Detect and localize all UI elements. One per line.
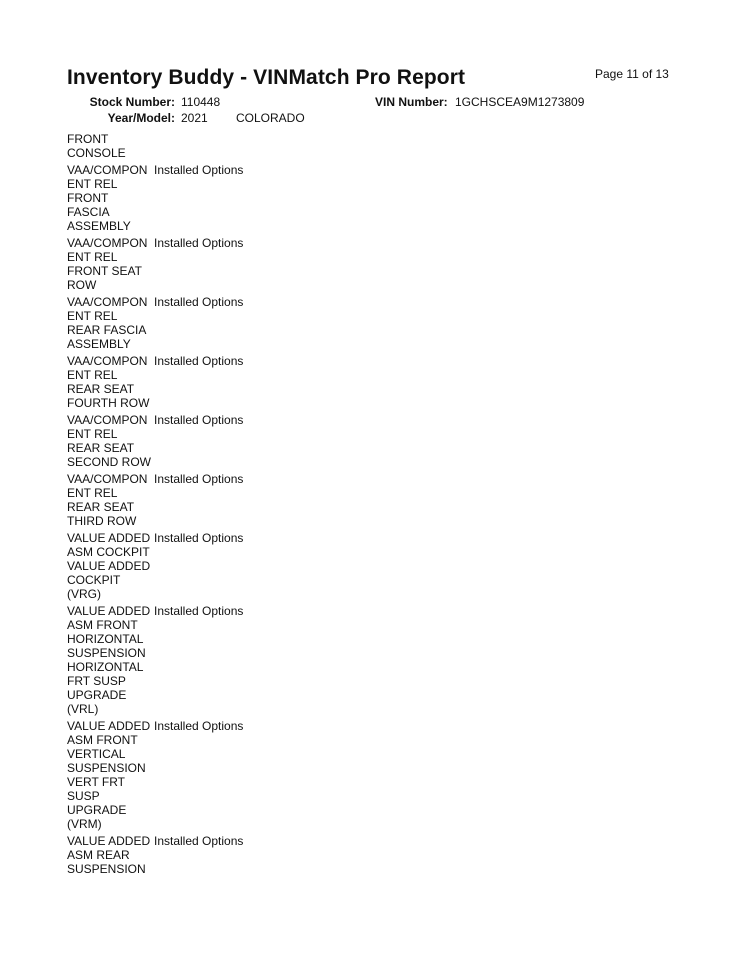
option-type: Installed Options bbox=[154, 834, 244, 848]
option-type: Installed Options bbox=[154, 604, 244, 618]
option-code-line: FRT SUSP bbox=[67, 674, 126, 688]
option-code-line: THIRD ROW bbox=[67, 514, 137, 528]
option-row bbox=[67, 545, 367, 559]
stock-number-value: 110448 bbox=[181, 95, 221, 109]
option-row bbox=[67, 803, 367, 817]
option-row bbox=[67, 455, 367, 469]
option-code-line: ASSEMBLY bbox=[67, 337, 131, 351]
option-code-line: VAA/COMPON bbox=[67, 295, 148, 309]
option-group bbox=[67, 295, 367, 351]
option-code-line: VAA/COMPON bbox=[67, 236, 148, 250]
option-code-line: CONSOLE bbox=[67, 146, 126, 160]
option-code-line: VAA/COMPON bbox=[67, 354, 148, 368]
option-code-line: REAR SEAT bbox=[67, 441, 135, 455]
option-row bbox=[67, 413, 367, 427]
option-row bbox=[67, 702, 367, 716]
vin-number-label: VIN Number: bbox=[375, 95, 448, 109]
option-row bbox=[67, 205, 367, 219]
option-code-line: HORIZONTAL bbox=[67, 660, 144, 674]
option-group bbox=[67, 354, 367, 410]
option-group bbox=[67, 531, 367, 601]
option-code-line: VERT FRT bbox=[67, 775, 126, 789]
option-code-line: ASM REAR bbox=[67, 848, 130, 862]
option-row bbox=[67, 719, 367, 733]
option-row bbox=[67, 486, 367, 500]
option-code-line: ASM FRONT bbox=[67, 733, 138, 747]
option-type: Installed Options bbox=[154, 295, 244, 309]
option-row bbox=[67, 250, 367, 264]
option-code-line: UPGRADE bbox=[67, 803, 127, 817]
option-code-line: SUSPENSION bbox=[67, 862, 146, 876]
option-row bbox=[67, 775, 367, 789]
option-code-line: VALUE ADDED bbox=[67, 834, 151, 848]
option-row bbox=[67, 817, 367, 831]
year-value: 2021 bbox=[181, 111, 208, 125]
stock-number-label: Stock Number: bbox=[89, 95, 175, 109]
option-code-line: VALUE ADDED bbox=[67, 559, 151, 573]
option-type: Installed Options bbox=[154, 413, 244, 427]
option-code-line: ENT REL bbox=[67, 250, 118, 264]
option-code-line: VALUE ADDED bbox=[67, 719, 151, 733]
option-code-line: (VRM) bbox=[67, 817, 102, 831]
option-row bbox=[67, 163, 367, 177]
option-row bbox=[67, 733, 367, 747]
option-code-line: ENT REL bbox=[67, 309, 118, 323]
option-type: Installed Options bbox=[154, 163, 244, 177]
year-model-label: Year/Model: bbox=[107, 111, 175, 125]
option-type: Installed Options bbox=[154, 531, 244, 545]
option-code-line: UPGRADE bbox=[67, 688, 127, 702]
option-row bbox=[67, 354, 367, 368]
option-code-line: VERTICAL bbox=[67, 747, 126, 761]
option-row bbox=[67, 368, 367, 382]
option-row bbox=[67, 604, 367, 618]
model-value: COLORADO bbox=[236, 111, 305, 125]
option-row bbox=[67, 862, 367, 876]
option-code-line: (VRL) bbox=[67, 702, 99, 716]
option-row bbox=[67, 472, 367, 486]
option-code-line: ENT REL bbox=[67, 368, 118, 382]
option-row bbox=[67, 278, 367, 292]
option-row bbox=[67, 219, 367, 233]
option-group bbox=[67, 604, 367, 716]
option-code-line: REAR SEAT bbox=[67, 382, 135, 396]
vin-number-value: 1GCHSCEA9M1273809 bbox=[455, 95, 585, 109]
option-code-line: FRONT bbox=[67, 132, 109, 146]
option-row bbox=[67, 500, 367, 514]
option-row bbox=[67, 761, 367, 775]
option-code-line: ASM COCKPIT bbox=[67, 545, 150, 559]
option-group bbox=[67, 834, 367, 876]
option-row bbox=[67, 789, 367, 803]
option-code-line: COCKPIT bbox=[67, 573, 121, 587]
option-row bbox=[67, 236, 367, 250]
option-code-line: ENT REL bbox=[67, 177, 118, 191]
option-type: Installed Options bbox=[154, 719, 244, 733]
option-code-line: VAA/COMPON bbox=[67, 413, 148, 427]
option-row bbox=[67, 848, 367, 862]
option-code-line: ASSEMBLY bbox=[67, 219, 131, 233]
option-row bbox=[67, 146, 367, 160]
option-row bbox=[67, 514, 367, 528]
option-row bbox=[67, 531, 367, 545]
option-code-line: REAR FASCIA bbox=[67, 323, 147, 337]
option-row bbox=[67, 309, 367, 323]
option-row bbox=[67, 396, 367, 410]
option-type: Installed Options bbox=[154, 236, 244, 250]
option-row bbox=[67, 382, 367, 396]
option-code-line: SUSPENSION bbox=[67, 646, 146, 660]
option-row bbox=[67, 587, 367, 601]
report-title: Inventory Buddy - VINMatch Pro Report bbox=[67, 66, 466, 89]
option-type: Installed Options bbox=[154, 354, 244, 368]
option-row bbox=[67, 618, 367, 632]
option-group bbox=[67, 719, 367, 831]
option-code-line: REAR SEAT bbox=[67, 500, 135, 514]
option-row bbox=[67, 573, 367, 587]
option-code-line: ROW bbox=[67, 278, 97, 292]
option-row bbox=[67, 632, 367, 646]
option-row bbox=[67, 132, 367, 146]
option-code-line: ENT REL bbox=[67, 486, 118, 500]
option-code-line: (VRG) bbox=[67, 587, 101, 601]
option-group bbox=[67, 413, 367, 469]
option-code-line: VAA/COMPON bbox=[67, 472, 148, 486]
option-code-line: VALUE ADDED bbox=[67, 531, 151, 545]
option-row bbox=[67, 295, 367, 309]
option-code-line: HORIZONTAL bbox=[67, 632, 144, 646]
option-row bbox=[67, 688, 367, 702]
option-row bbox=[67, 264, 367, 278]
option-group bbox=[67, 132, 367, 160]
option-row bbox=[67, 191, 367, 205]
option-row bbox=[67, 674, 367, 688]
option-row bbox=[67, 834, 367, 848]
option-code-line: FRONT bbox=[67, 191, 109, 205]
option-row bbox=[67, 747, 367, 761]
option-code-line: VAA/COMPON bbox=[67, 163, 148, 177]
option-code-line: SECOND ROW bbox=[67, 455, 151, 469]
option-group bbox=[67, 236, 367, 292]
option-code-line: FRONT SEAT bbox=[67, 264, 142, 278]
option-row bbox=[67, 427, 367, 441]
option-code-line: SUSPENSION bbox=[67, 761, 146, 775]
option-code-line: VALUE ADDED bbox=[67, 604, 151, 618]
option-type: Installed Options bbox=[154, 472, 244, 486]
option-code-line: FASCIA bbox=[67, 205, 110, 219]
option-group bbox=[67, 472, 367, 528]
option-row bbox=[67, 646, 367, 660]
options-list bbox=[67, 132, 367, 879]
option-row bbox=[67, 441, 367, 455]
page-number: Page 11 of 13 bbox=[595, 67, 669, 81]
option-code-line: ASM FRONT bbox=[67, 618, 138, 632]
option-row bbox=[67, 660, 367, 674]
option-code-line: FOURTH ROW bbox=[67, 396, 150, 410]
option-row bbox=[67, 337, 367, 351]
option-row bbox=[67, 323, 367, 337]
option-code-line: SUSP bbox=[67, 789, 100, 803]
option-code-line: ENT REL bbox=[67, 427, 118, 441]
option-row bbox=[67, 559, 367, 573]
option-row bbox=[67, 177, 367, 191]
option-group bbox=[67, 163, 367, 233]
